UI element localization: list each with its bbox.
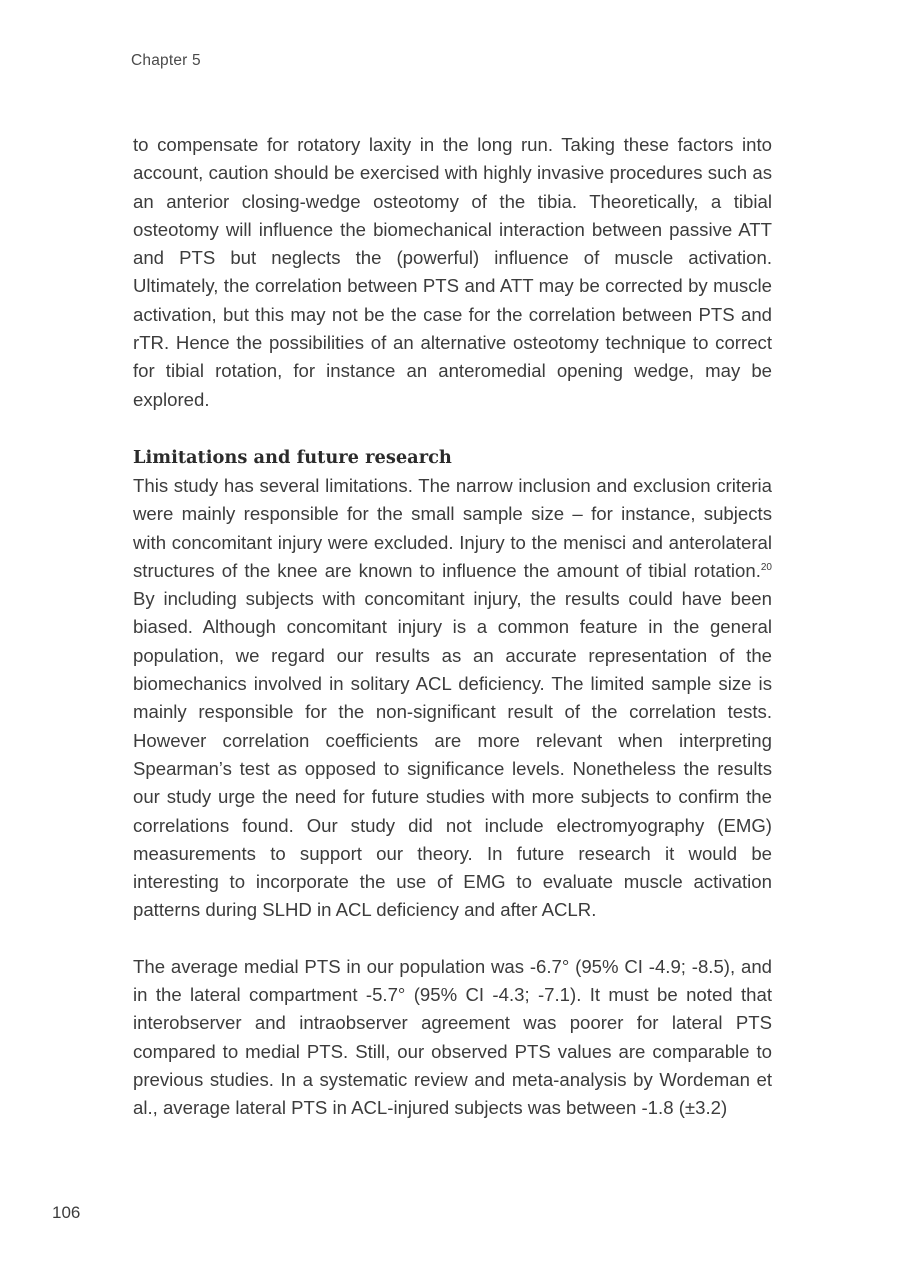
body-paragraph-limitations	[133, 472, 772, 925]
body-paragraph: to compensate for rotatory laxity in the long run. Taking these factors into account, caution should be exercised with highly invasive procedures such as an anterior closing-wedge osteotomy of the tibia. Theoretically, a tibial osteotomy will influence the biomechanical interaction between passive ATT and PTS but neglects the (powerful) influence of muscle activation. Ultimately, the correlation between PTS and ATT may be corrected by muscle activation, but this may not be the case for the correlation between PTS and rTR. Hence the possibilities of an alternative osteotomy technique to correct for tibial rotation, for instance an anteromedial opening wedge, may be explored.	[133, 134, 772, 410]
citation-superscript: 20	[760, 561, 772, 573]
paragraph-spacer	[133, 414, 772, 444]
paragraph-text: This study has several limitations. The narrow inclusion and exclusion criteria were mainly responsible for the small sample size – for instance, subjects with concomitant injury were excluded. Injury to the menisci and anterolateral structures of the knee are known to influence the amount of tibial rotation.	[133, 474, 772, 581]
paragraph-spacer	[133, 925, 772, 953]
section-heading: Limitations and future research	[133, 446, 452, 468]
paragraph-text-continued: By including subjects with concomitant injury, the results could have been biased. Although concomitant injury is a common feature in the general population, we regard our results as an accurate representation of the biomechanics involved in solitary ACL deficiency. The limited sample size is mainly responsible for the non-significant result of the correlation tests. However correlation coefficients are more relevant when interpreting Spearman’s test as opposed to significance levels. Nonetheless the results our study urge the need for future studies with more subjects to confirm the correlations found. Our study did not include electromyography (EMG) measurements to support our theory. In future research it would be interesting to incorporate the use of EMG to evaluate muscle activation patterns during SLHD in ACL deficiency and after ACLR.	[133, 588, 772, 921]
running-header: Chapter 5	[131, 52, 201, 69]
page-number: 106	[52, 1203, 81, 1222]
page-body	[133, 131, 772, 1123]
body-paragraph-pts: The average medial PTS in our population was -6.7° (95% CI -4.9; -8.5), and in the lateral compartment -5.7° (95% CI -4.3; -7.1). It must be noted that interobserver and intraobserver agreement was poorer for lateral PTS compared to medial PTS. Still, our observed PTS values are comparable to previous studies. In a systematic review and meta-analysis by Wordeman et al., average lateral PTS in ACL-injured subjects was between -1.8 (±3.2)	[133, 955, 772, 1119]
